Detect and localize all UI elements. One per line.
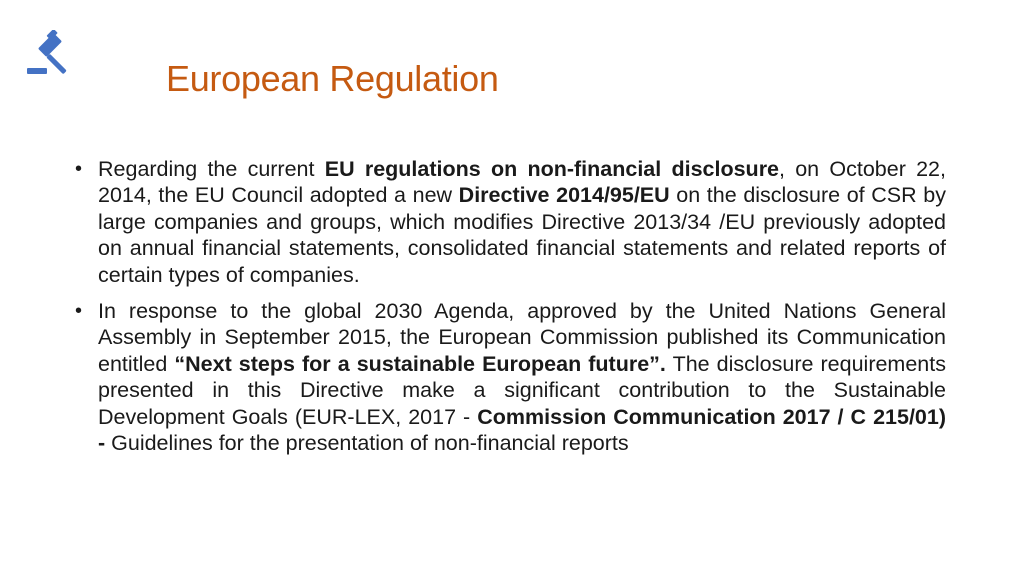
bullet-dot-icon: • — [75, 300, 83, 323]
bullet-1-run-2: EU regulations on non-financial disclosure — [324, 157, 780, 181]
bullet-1-run-1: Regarding the current — [98, 157, 325, 181]
bullet-2-run-4: Commission Communication 2017 / C 215/01) - — [98, 404, 946, 456]
bullet-2-run-1: In response to the global 2030 Agenda, approved by the United Nations General Assembly in September 2015, the European Commission published its Communication entitled — [98, 299, 946, 376]
bullet-item-1 — [72, 156, 946, 288]
page-title: European Regulation — [166, 58, 499, 99]
bullet-list — [72, 156, 946, 466]
bullet-item-2 — [72, 298, 946, 456]
bullet-2-run-5: Guidelines for the presentation of non-financial reports — [105, 431, 629, 456]
bullet-2-run-2: “Next steps for a sustainable European future”. — [174, 351, 666, 376]
bullet-2-run-3: The disclosure requirements presented in this Directive make a significant contribution to the Sustainable Development Goals (EUR-LEX, 2017 - — [98, 351, 946, 429]
bullet-1-run-5: on the disclosure of CSR by large companies and groups, which modifies Directive 2013/34 /EU previously adopted on annual financial statements, consolidated financial statements and related reports of certain types of companies. — [98, 183, 946, 287]
bullet-1-run-3: , on October 22, 2014, the EU Council adopted a new — [98, 157, 946, 208]
bullet-1-run-4: Directive 2014/95/EU — [458, 183, 670, 208]
bullet-dot-icon: • — [75, 158, 83, 180]
gavel-icon — [24, 30, 76, 78]
